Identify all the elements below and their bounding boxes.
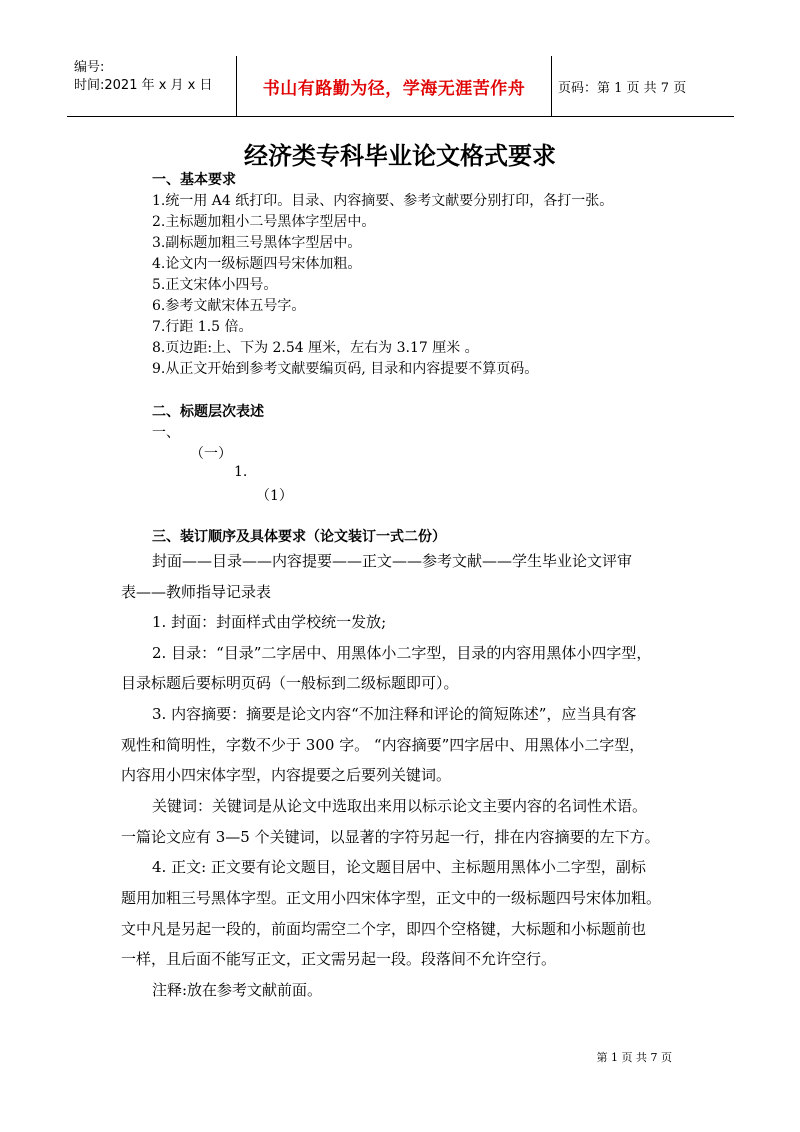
section1-item: 7.行距 1.5 倍。 bbox=[152, 319, 253, 335]
time-label: 时间:2021 年 x 月 x 日 bbox=[74, 78, 213, 93]
section1-item: 8.页边距:上、下为 2.54 厘米，左右为 3.17 厘米 。 bbox=[152, 340, 479, 356]
section3-line: 1. 封面：封面样式由学校统一发放; bbox=[152, 613, 387, 631]
section1-item: 9.从正文开始到参考文献要编页码, 目录和内容提要不算页码。 bbox=[152, 361, 539, 377]
heading-level-4: （1） bbox=[256, 488, 293, 504]
section1-heading: 一、基本要求 bbox=[152, 172, 236, 188]
header-motto: 书山有路勤为径，学海无涯苦作舟 bbox=[237, 56, 552, 116]
section3-line: 观性和简明性，字数不少于 300 字。 “内容摘要”四字居中、用黑体小二字型， bbox=[121, 736, 645, 754]
section2-heading: 二、标题层次表述 bbox=[152, 404, 264, 420]
number-label: 编号: bbox=[74, 60, 105, 75]
heading-level-1: 一、 bbox=[152, 425, 180, 441]
document-title: 经济类专科毕业论文格式要求 bbox=[244, 142, 556, 170]
section3-line: 内容用小四宋体字型，内容提要之后要列关键词。 bbox=[121, 766, 452, 784]
page-footer: 第 1 页 共 7 页 bbox=[596, 1051, 672, 1064]
section3-line: 关键词：关键词是从论文中选取出来用以标示论文主要内容的名词性术语。 bbox=[152, 797, 648, 815]
section3-line: 表——教师指导记录表 bbox=[121, 583, 272, 601]
section3-line: 3. 内容摘要：摘要是论文内容“不加注释和评论的简短陈述”，应当具有客 bbox=[152, 705, 637, 723]
section3-line: 注释:放在参考文献前面。 bbox=[152, 981, 323, 999]
page-header bbox=[67, 56, 734, 117]
header-meta bbox=[67, 56, 237, 116]
section3-line: 目录标题后要标明页码（一般标到二级标题即可）。 bbox=[121, 674, 459, 692]
section1-item: 5.正文宋体小四号。 bbox=[152, 277, 278, 293]
section1-item: 2.主标题加粗小二号黑体字型居中。 bbox=[152, 214, 376, 230]
section1-item: 4.论文内一级标题四号宋体加粗。 bbox=[152, 256, 362, 272]
section3-line: 文中凡是另起一段的，前面均需空二个字，即四个空格键，大标题和小标题前也 bbox=[121, 920, 647, 938]
section3-line: 一样，且后面不能写正文，正文需另起一段。段落间不允许空行。 bbox=[121, 950, 557, 968]
heading-level-2: （一） bbox=[190, 446, 232, 462]
section1-item: 6.参考文献宋体五号字。 bbox=[152, 298, 306, 314]
section3-line: 2. 目录：“目录”二字居中、用黑体小二字型，目录的内容用黑体小四字型， bbox=[152, 644, 652, 662]
section3-line: 题用加粗三号黑体字型。正文用小四宋体字型，正文中的一级标题四号宋体加粗。 bbox=[121, 889, 662, 907]
section3-line: 封面——目录——内容提要——正文——参考文献——学生毕业论文评审 bbox=[152, 552, 633, 570]
section1-item: 3.副标题加粗三号黑体字型居中。 bbox=[152, 235, 362, 251]
section3-line: 一篇论文应有 3—5 个关键词，以显著的字符另起一行，排在内容摘要的左下方。 bbox=[121, 828, 660, 846]
section1-item: 1.统一用 A4 纸打印。目录、内容摘要、参考文献要分别打印，各打一张。 bbox=[152, 193, 614, 209]
section3-heading: 三、装订顺序及具体要求（论文装订一式二份） bbox=[152, 529, 446, 545]
header-page-info: 页码：第 1 页 共 7 页 bbox=[558, 80, 687, 96]
heading-level-3: 1. bbox=[234, 464, 248, 480]
section3-line: 4. 正文: 正文要有论文题目，论文题目居中、主标题用黑体小二字型，副标 bbox=[152, 858, 646, 876]
